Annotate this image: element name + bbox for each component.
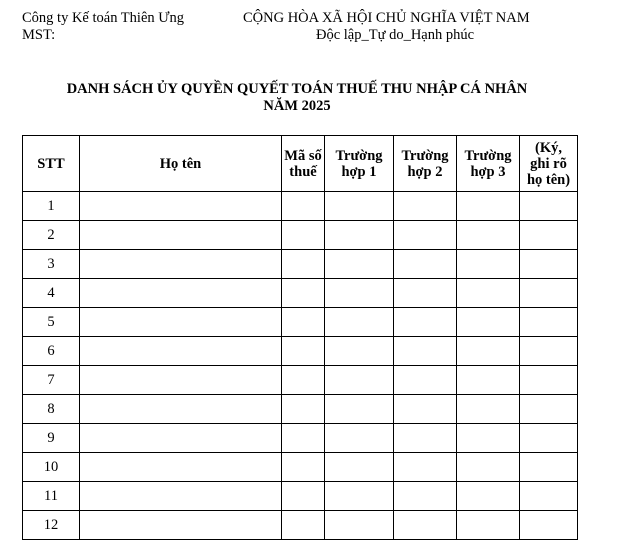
cell-stt: 4: [23, 279, 80, 308]
cell-tax-code[interactable]: [282, 366, 325, 395]
cell-case-1[interactable]: [325, 250, 394, 279]
cell-case-3[interactable]: [457, 221, 520, 250]
cell-full-name[interactable]: [80, 192, 282, 221]
table-row: [23, 250, 578, 279]
cell-case-1[interactable]: [325, 192, 394, 221]
cell-full-name[interactable]: [80, 221, 282, 250]
cell-case-1[interactable]: [325, 308, 394, 337]
header-case-3: Trường hợp 3: [457, 136, 520, 192]
cell-full-name[interactable]: [80, 482, 282, 511]
cell-case-3[interactable]: [457, 424, 520, 453]
table-row: [23, 192, 578, 221]
cell-full-name[interactable]: [80, 511, 282, 540]
table-row: [23, 279, 578, 308]
cell-stt: 10: [23, 453, 80, 482]
table-row: [23, 482, 578, 511]
cell-full-name[interactable]: [80, 366, 282, 395]
cell-signature[interactable]: [520, 482, 578, 511]
cell-case-3[interactable]: [457, 366, 520, 395]
cell-case-3[interactable]: [457, 482, 520, 511]
cell-case-1[interactable]: [325, 424, 394, 453]
cell-tax-code[interactable]: [282, 192, 325, 221]
header-tax-code: Mã số thuế: [282, 136, 325, 192]
cell-case-2[interactable]: [394, 511, 457, 540]
cell-signature[interactable]: [520, 308, 578, 337]
cell-case-3[interactable]: [457, 337, 520, 366]
cell-case-1[interactable]: [325, 482, 394, 511]
cell-stt: 7: [23, 366, 80, 395]
cell-signature[interactable]: [520, 453, 578, 482]
cell-tax-code[interactable]: [282, 279, 325, 308]
document-title-line-1: DANH SÁCH ỦY QUYỀN QUYẾT TOÁN THUẾ THU NHẬP CÁ NHÂN: [66, 81, 528, 97]
cell-case-2[interactable]: [394, 366, 457, 395]
cell-tax-code[interactable]: [282, 337, 325, 366]
cell-signature[interactable]: [520, 511, 578, 540]
cell-stt: 1: [23, 192, 80, 221]
cell-case-2[interactable]: [394, 250, 457, 279]
cell-stt: 12: [23, 511, 80, 540]
cell-signature[interactable]: [520, 337, 578, 366]
cell-case-2[interactable]: [394, 337, 457, 366]
header-stt: STT: [23, 136, 80, 192]
tax-code-label: MST:: [22, 27, 56, 43]
table-row: [23, 221, 578, 250]
cell-tax-code[interactable]: [282, 453, 325, 482]
cell-case-1[interactable]: [325, 337, 394, 366]
table-row: [23, 366, 578, 395]
cell-stt: 11: [23, 482, 80, 511]
cell-full-name[interactable]: [80, 453, 282, 482]
authorization-table: [22, 135, 578, 540]
cell-full-name[interactable]: [80, 279, 282, 308]
table-row: [23, 453, 578, 482]
cell-full-name[interactable]: [80, 395, 282, 424]
cell-case-1[interactable]: [325, 366, 394, 395]
cell-case-2[interactable]: [394, 279, 457, 308]
company-block: [22, 10, 184, 44]
cell-case-2[interactable]: [394, 395, 457, 424]
cell-signature[interactable]: [520, 366, 578, 395]
cell-case-2[interactable]: [394, 192, 457, 221]
table-row: [23, 511, 578, 540]
table-body: [23, 192, 578, 540]
cell-tax-code[interactable]: [282, 424, 325, 453]
cell-case-2[interactable]: [394, 424, 457, 453]
cell-case-3[interactable]: [457, 308, 520, 337]
cell-signature[interactable]: [520, 395, 578, 424]
cell-case-2[interactable]: [394, 308, 457, 337]
cell-case-1[interactable]: [325, 511, 394, 540]
cell-full-name[interactable]: [80, 250, 282, 279]
cell-full-name[interactable]: [80, 337, 282, 366]
cell-full-name[interactable]: [80, 424, 282, 453]
cell-full-name[interactable]: [80, 308, 282, 337]
company-name: Công ty Kế toán Thiên Ưng: [22, 10, 185, 26]
national-motto: Độc lập_Tự do_Hạnh phúc: [316, 27, 475, 43]
header-signature: (Ký, ghi rõ họ tên): [520, 136, 578, 192]
cell-stt: 5: [23, 308, 80, 337]
cell-case-2[interactable]: [394, 482, 457, 511]
cell-case-1[interactable]: [325, 453, 394, 482]
cell-signature[interactable]: [520, 221, 578, 250]
cell-tax-code[interactable]: [282, 250, 325, 279]
cell-case-2[interactable]: [394, 453, 457, 482]
cell-stt: 2: [23, 221, 80, 250]
cell-case-3[interactable]: [457, 511, 520, 540]
cell-signature[interactable]: [520, 192, 578, 221]
document-title: [30, 81, 564, 115]
cell-case-1[interactable]: [325, 221, 394, 250]
cell-tax-code[interactable]: [282, 511, 325, 540]
table-header-row: [23, 136, 578, 192]
cell-stt: 3: [23, 250, 80, 279]
document-title-line-2: NĂM 2025: [263, 98, 331, 114]
table-row: [23, 308, 578, 337]
cell-stt: 8: [23, 395, 80, 424]
cell-tax-code[interactable]: [282, 308, 325, 337]
table-row: [23, 424, 578, 453]
cell-case-3[interactable]: [457, 250, 520, 279]
cell-case-2[interactable]: [394, 221, 457, 250]
national-header: [243, 10, 530, 44]
cell-stt: 6: [23, 337, 80, 366]
cell-signature[interactable]: [520, 279, 578, 308]
header-case-2: Trường hợp 2: [394, 136, 457, 192]
cell-tax-code[interactable]: [282, 395, 325, 424]
cell-case-3[interactable]: [457, 395, 520, 424]
cell-case-3[interactable]: [457, 192, 520, 221]
cell-case-3[interactable]: [457, 279, 520, 308]
table-row: [23, 395, 578, 424]
cell-case-3[interactable]: [457, 453, 520, 482]
table-row: [23, 337, 578, 366]
cell-tax-code[interactable]: [282, 221, 325, 250]
cell-tax-code[interactable]: [282, 482, 325, 511]
cell-signature[interactable]: [520, 424, 578, 453]
cell-stt: 9: [23, 424, 80, 453]
header-full-name: Họ tên: [80, 136, 282, 192]
cell-signature[interactable]: [520, 250, 578, 279]
cell-case-1[interactable]: [325, 395, 394, 424]
nation-name: CỘNG HÒA XÃ HỘI CHỦ NGHĨA VIỆT NAM: [243, 10, 530, 26]
cell-case-1[interactable]: [325, 279, 394, 308]
header-case-1: Trường hợp 1: [325, 136, 394, 192]
